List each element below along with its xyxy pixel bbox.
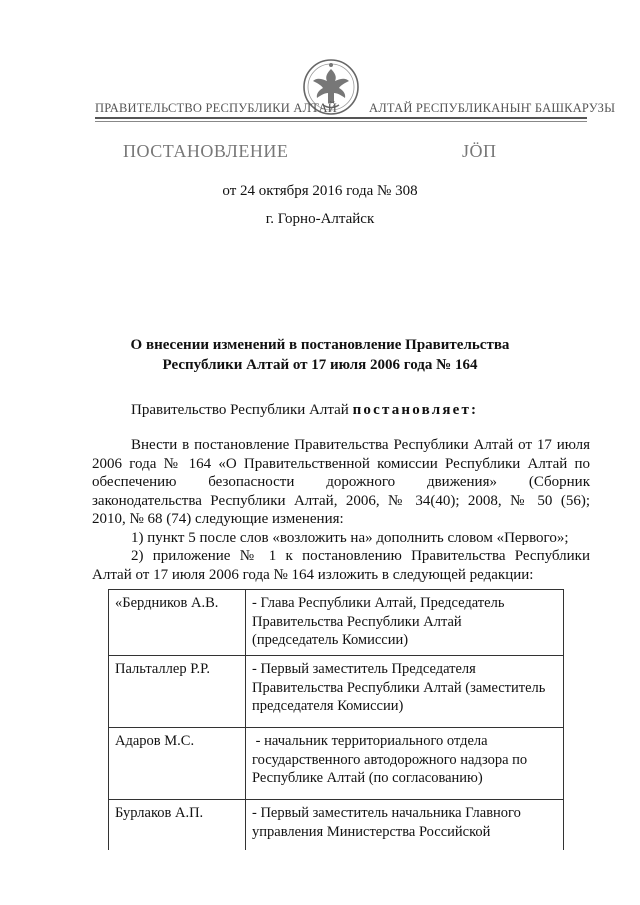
role-line: Правительства Республики Алтай [252, 613, 462, 630]
item2-line: Алтай от 17 июля 2006 года № 164 изложить в следующей редакции: [92, 566, 534, 583]
role-line: - начальник территориального отдела [252, 733, 488, 749]
member-role [246, 800, 564, 851]
table-row [109, 590, 564, 656]
title-line-1: О внесении изменений в постановление Правительства [130, 337, 510, 353]
body-item-1 [92, 529, 590, 548]
role-line: - Глава Республики Алтай, Председатель [252, 595, 505, 611]
role-line: председателя Комиссии) [252, 698, 404, 714]
role-line: государственного автодорожного надзора по [252, 751, 528, 768]
header-rule-thin [95, 121, 587, 122]
document-title [0, 335, 640, 375]
decree-verb: постановляет: [352, 402, 479, 418]
decree-statement [131, 402, 478, 419]
commission-members-table [108, 589, 564, 850]
date-number: от 24 октября 2016 года № 308 [222, 183, 418, 199]
role-line: - Первый заместитель начальника Главного [252, 805, 521, 821]
title-line-2: Республики Алтай от 17 июля 2006 года № 164 [162, 357, 478, 373]
decree-prefix: Правительство Республики Алтай [131, 402, 353, 418]
body-item-2 [92, 547, 590, 584]
item2-line: 2) приложение № 1 к постановлению Правительства Республики [131, 548, 590, 564]
member-name: Пальталлер Р.Р. [109, 656, 246, 728]
member-name: «Бердников А.В. [109, 590, 246, 656]
member-role [246, 590, 564, 656]
member-role [246, 728, 564, 800]
member-name: Адаров М.С. [109, 728, 246, 800]
header-org-russian: ПРАВИТЕЛЬСТВО РЕСПУБЛИКИ АЛТАЙ [95, 101, 337, 115]
table-row [109, 800, 564, 851]
member-role [246, 656, 564, 728]
document-type-altai: ЈӦП [462, 141, 497, 161]
body-paragraph-1 [92, 436, 590, 529]
member-name: Бурлаков А.П. [109, 800, 246, 851]
para1-line: 2010, № 68 (74) следующие изменения: [92, 511, 344, 527]
role-line: Правительства Республики Алтай (заместитель [252, 679, 546, 696]
para1-line: обеспечению безопасности дорожного движения» (Сборник [92, 474, 590, 490]
para1-line: 2006 года № 164 «О Правительственной комиссии Республики Алтай по [92, 455, 590, 472]
role-line: (председатель Комиссии) [252, 632, 409, 648]
role-line: Республике Алтай (по согласованию) [252, 770, 483, 786]
document-type-russian: ПОСТАНОВЛЕНИЕ [123, 141, 289, 161]
para1-line: законодательства Республики Алтай, 2006, № 34(40); 2008, № 50 (56); [92, 492, 590, 509]
item1-line: 1) пункт 5 после слов «возложить на» дополнить словом «Первого»; [131, 530, 569, 546]
city: г. Горно-Алтайск [265, 211, 375, 227]
header-org-altai: АЛТАЙ РЕСПУБЛИКАНЫҤ БАШКАРУЗЫ [369, 101, 616, 115]
header-rule-thick [95, 117, 587, 119]
table-row [109, 656, 564, 728]
table-row [109, 728, 564, 800]
role-line: - Первый заместитель Председателя [252, 661, 476, 677]
para1-line: Внести в постановление Правительства Республики Алтай от 17 июля [131, 437, 590, 453]
role-line: управления Министерства Российской [252, 823, 491, 840]
